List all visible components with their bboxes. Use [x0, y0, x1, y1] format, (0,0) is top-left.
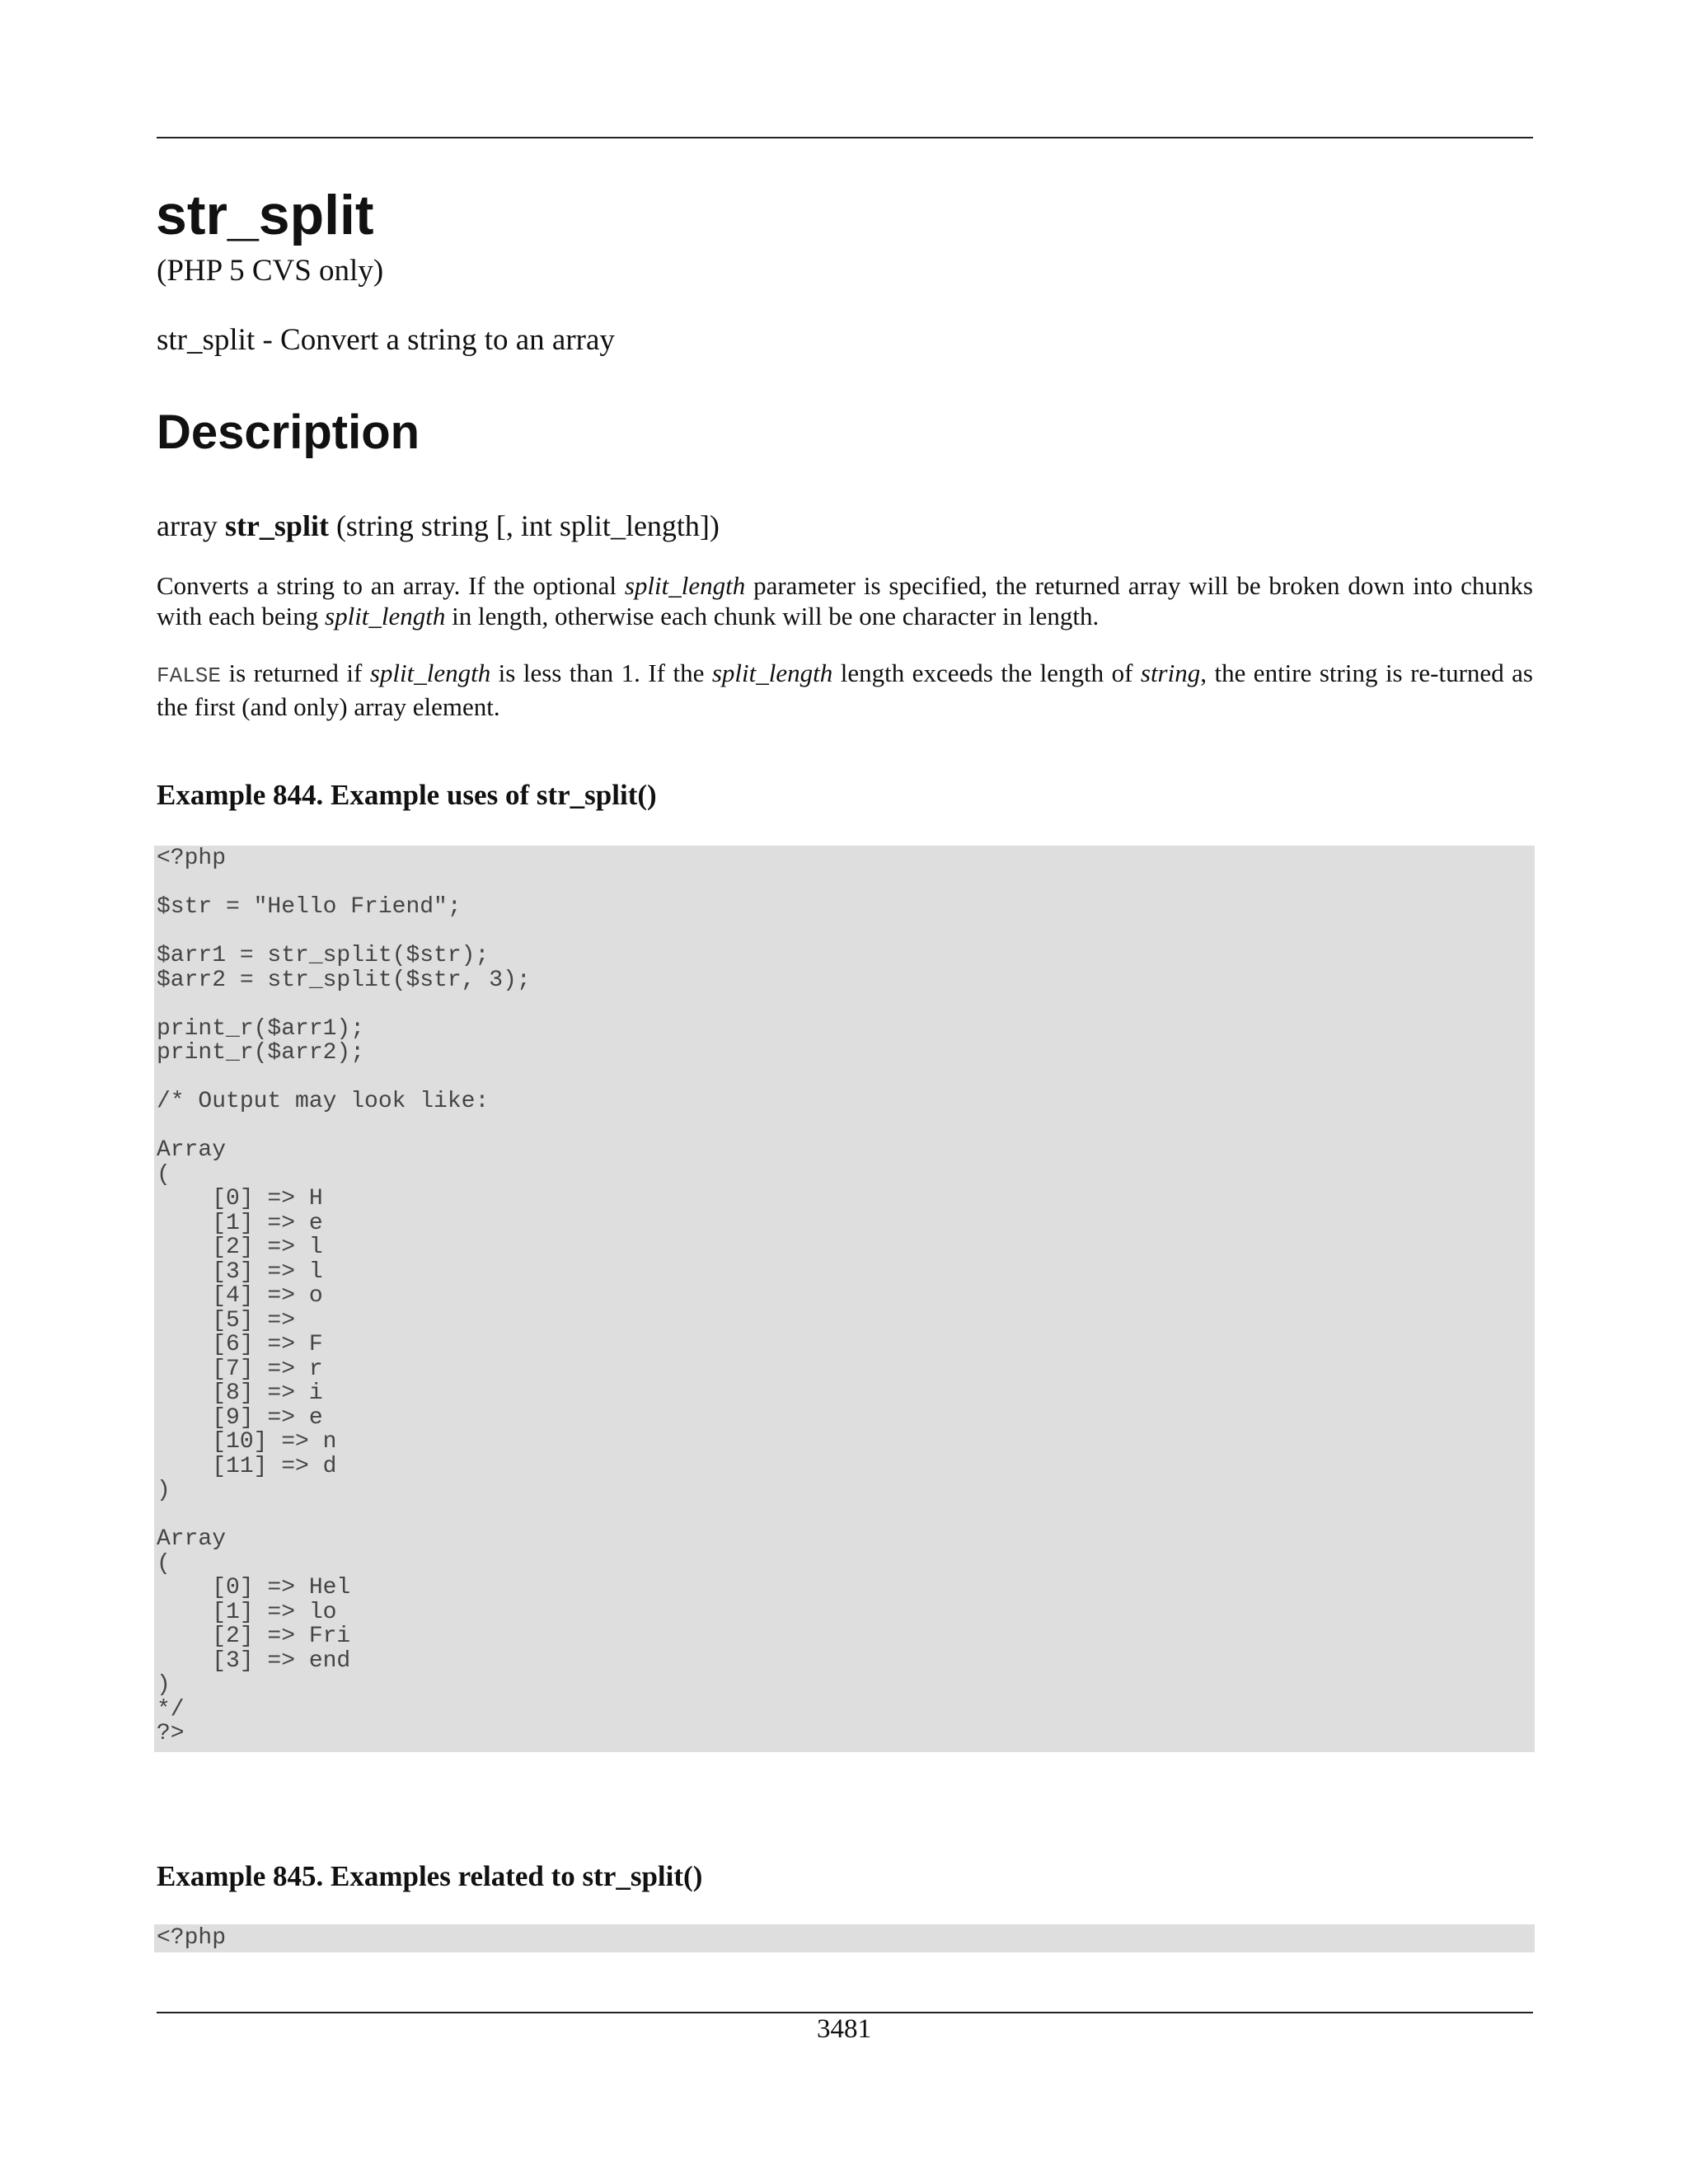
param-ref: string — [1140, 658, 1201, 687]
example-845-title: Example 845. Examples related to str_split() — [157, 1860, 703, 1892]
text-run: is returned if — [221, 658, 370, 687]
example-844-code: <?php $str = "Hello Friend"; $arr1 = str_split($str); $arr2 = str_split($str, 3); print_r($arr1); print_r($arr2); /* Output may look like: Array ( [0] => H [1] => e [2] => l [3] => l [4] => o [5] => [6] => F [7] => r [8] => i [9] => e [10] => n [11] => d ) Array ( [0] => Hel [1] => lo [2] => Fri [3] => end ) */ ?> — [154, 846, 1535, 1752]
synopsis-params: (string string [, int split_length]) — [335, 509, 720, 542]
example-844-title: Example 844. Example uses of str_split() — [157, 779, 657, 811]
function-title: str_split — [156, 184, 374, 246]
page-number: 3481 — [817, 2014, 871, 2044]
text-run: length exceeds the length of — [832, 658, 1141, 687]
description-paragraph-1 — [157, 570, 1533, 631]
param-ref: split_length — [711, 658, 833, 687]
description-heading: Description — [157, 405, 420, 459]
description-paragraph-2 — [157, 658, 1533, 722]
text-run: is less than 1. If the — [490, 658, 712, 687]
param-ref: split_length — [624, 571, 746, 600]
constant-false: FALSE — [157, 663, 222, 688]
page-number-container — [0, 2007, 1688, 2046]
param-ref: split_length — [325, 602, 446, 630]
text-run: , the entire string is re-turned as the first (and only) array element. — [157, 658, 1533, 721]
header-rule — [157, 137, 1533, 138]
version-note: (PHP 5 CVS only) — [157, 254, 384, 288]
text-run: parameter is specified, the returned array will be broken down into chunks with each being — [157, 571, 1534, 630]
function-summary: str_split - Convert a string to an array — [157, 323, 615, 357]
function-synopsis — [157, 509, 720, 544]
text-run: in length, otherwise each chunk will be one character in length. — [445, 602, 1100, 630]
synopsis-function-name: str_split — [224, 509, 329, 542]
example-845-code: <?php — [154, 1924, 1535, 1952]
param-ref: split_length — [369, 658, 491, 687]
return-type: array — [157, 509, 218, 542]
text-run: Converts a string to an array. If the optional — [157, 571, 625, 600]
